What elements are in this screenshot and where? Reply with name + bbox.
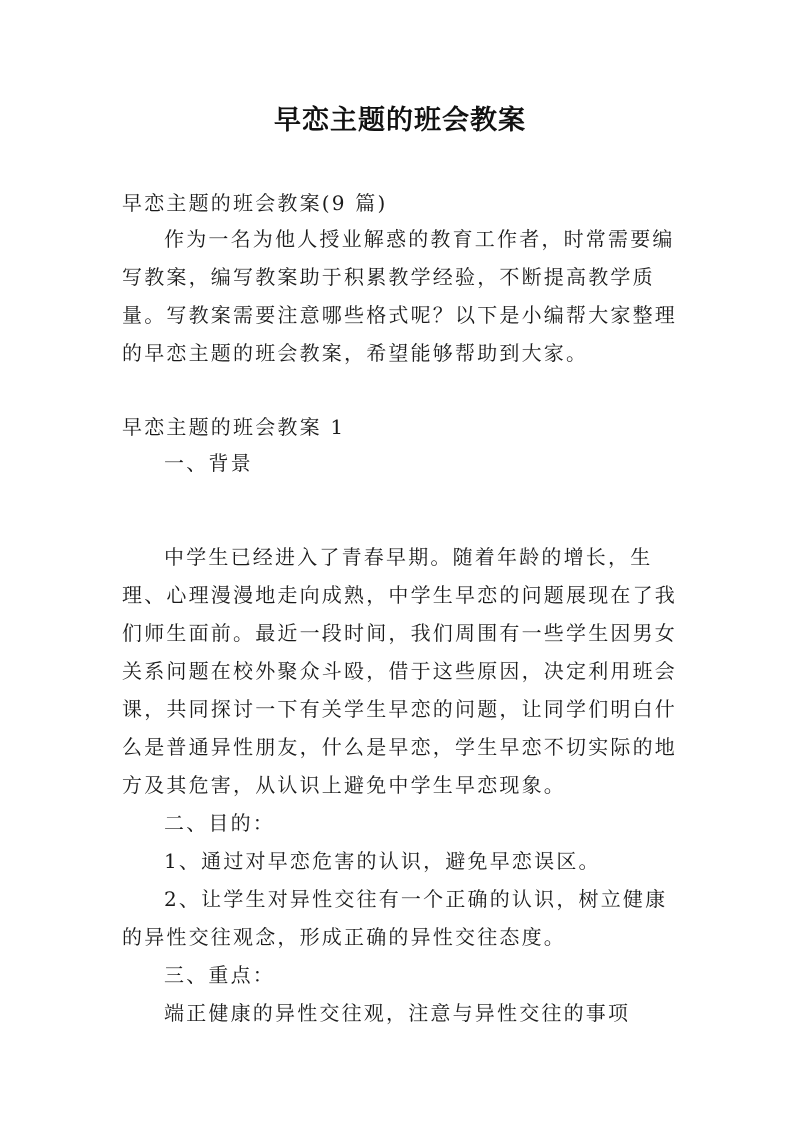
key-heading: 三、重点： [164, 963, 275, 987]
goal-item-2: 2、让学生对异性交往有一个正确的认识，树立健康的异性交往观念，形成正确的异性交往态度。 [122, 887, 668, 949]
intro-paragraph: 作为一名为他人授业解惑的教育工作者，时常需要编写教案，编写教案助于积累教学经验，不断提高教学质量。写教案需要注意哪些格式呢？以下是小编帮大家整理的早恋主题的班会教案，希望能够帮助到大家。 [122, 227, 677, 365]
document-subtitle: 早恋主题的班会教案(9 篇) [122, 191, 388, 215]
goal-item-1: 1、通过对早恋危害的认识，避免早恋误区。 [164, 849, 601, 873]
document-body [122, 188, 682, 1032]
background-paragraph: 中学生已经进入了青春早期。随着年龄的增长，生理、心理漫漫地走向成熟，中学生早恋的问题展现在了我们师生面前。最近一段时间，我们周围有一些学生因男女关系问题在校外聚众斗殴，借于这些原因，决定利用班会课，共同探讨一下有关学生早恋的问题，让同学们明白什么是普通异性朋友，什么是早恋，学生早恋不切实际的地方及其危害，从认识上避免中学生早恋现象。 [122, 545, 677, 797]
section-heading: 早恋主题的班会教案 1 [122, 415, 346, 439]
document-title: 早恋主题的班会教案 [274, 105, 526, 136]
key-paragraph: 端正健康的异性交往观，注意与异性交往的事项 [164, 1001, 631, 1025]
background-heading: 一、背景 [164, 451, 253, 475]
goal-heading: 二、目的： [164, 811, 275, 835]
